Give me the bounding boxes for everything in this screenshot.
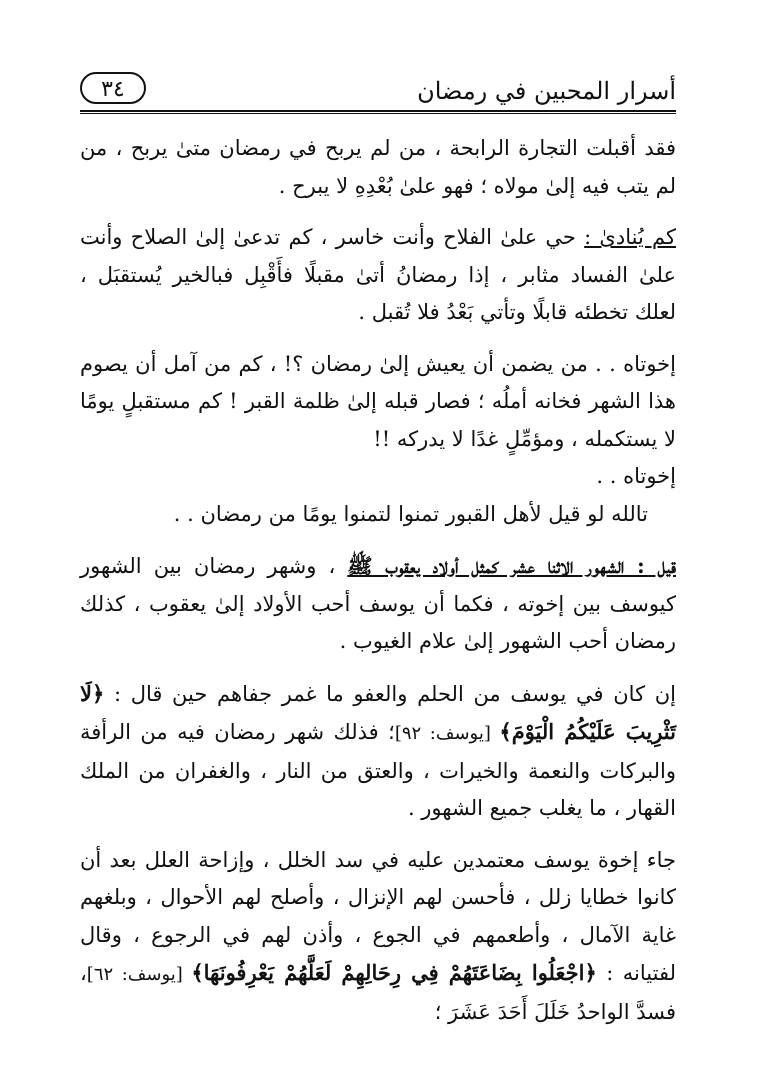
quran-verse: ﴿اجْعَلُوا بِضَاعَتَهُمْ فِي رِحَالِهِمْ لَعَلَّهُمْ يَعْرِفُونَهَا﴾ [191, 960, 597, 985]
paragraph-6 [80, 547, 676, 661]
paragraph-8 [80, 842, 676, 1032]
paragraph-lead: كم يُنادىٰ : [584, 225, 676, 249]
paragraph-text: إخوتاه . . [596, 464, 676, 488]
paragraph-7 [80, 675, 676, 828]
paragraph-text-before: إن كان في يوسف من الحلم والعفو ما غمر جفاهم حين قال : [104, 681, 676, 706]
page-header [80, 70, 676, 114]
verse-reference: [يوسف: ٩٢] [394, 723, 500, 744]
header-rule [80, 110, 676, 112]
paragraph-text: إخوتاه . . من يضمن أن يعيش إلىٰ رمضان ؟! ، كم من آمل أن يصوم هذا الشهر فخانه أملُه ؛ فصار قبله إلىٰ ظلمة القبر ! كم مستقبلٍ يومًا لا يستكمله ، ومؤمِّلٍ غدًا لا يدركه !! [80, 351, 676, 451]
running-title: أسرار المحبين في رمضان [417, 77, 676, 105]
paragraph-text: ، وشهر رمضان بين الشهور كيوسف بين إخوته ، فكما أن يوسف أحب الأولاد إلىٰ يعقوب ، كذلك رمضان أحب الشهور إلىٰ علام الغيوب . [80, 554, 676, 653]
paragraph-text: تالله لو قيل لأهل القبور تمنوا لتمنوا يومًا من رمضان . . [173, 501, 648, 526]
paragraph-3 [80, 346, 676, 459]
quran-verse: ﴿لَا تَثْرِيبَ عَلَيْكُمُ الْيَوْمَ﴾ [80, 680, 676, 744]
paragraph-text: فقد أقبلت التجارة الرابحة ، من لم يربح في رمضان متىٰ يربح ، من لم يتب فيه إلىٰ مولاه ؛ فهو علىٰ بُعْدِهِ لا يبرح . [80, 136, 676, 198]
paragraph-text: ، فسدَّ الواحدُ خَلَلَ أَحَدَ عَشَرَ ؛ [80, 961, 676, 1024]
page-body [80, 130, 676, 1031]
paragraph-2 [80, 219, 676, 332]
paragraph-5 [80, 496, 676, 534]
page-number: ٣٤ [80, 72, 146, 104]
verse-reference: [يوسف: ٦٢] [86, 964, 192, 985]
header-rule-thin [80, 113, 676, 114]
paragraph-text: ؛ فذلك شهر رمضان فيه من الرأفة والبركات والنعمة والخيرات ، والعتق من النار ، والغفران من الملك القهار ، ما يغلب جميع الشهور . [80, 720, 676, 820]
paragraph-lead: قيل : الشهور الاثنا عشر كمثل أولاد يعقوب ﷺ [347, 553, 676, 578]
paragraph-1 [80, 130, 676, 205]
paragraph-4 [80, 458, 676, 496]
paragraph-text-before: جاء إخوة يوسف معتمدين عليه في سد الخلل ، وإزاحة العلل بعد أن كانوا خطايا زلل ، فأحسن لهم الإنزال ، وأصلح لهم الأحوال ، وبلغهم غاية الآمال ، وأطعمهم في الجوع ، وأذن لهم في الرجوع ، وقال لفتيانه : [80, 847, 676, 985]
paragraph-text: حي علىٰ الفلاح وأنت خاسر ، كم تدعىٰ إلىٰ الصلاح وأنت علىٰ الفساد مثابر ، إذا رمضانُ أتىٰ مقبلًا فأَقْبِل فبالخير يُستقبَل ، لعلك تخطئه قابلًا وتأتي بَعْدُ فلا تُقبل . [80, 225, 676, 324]
